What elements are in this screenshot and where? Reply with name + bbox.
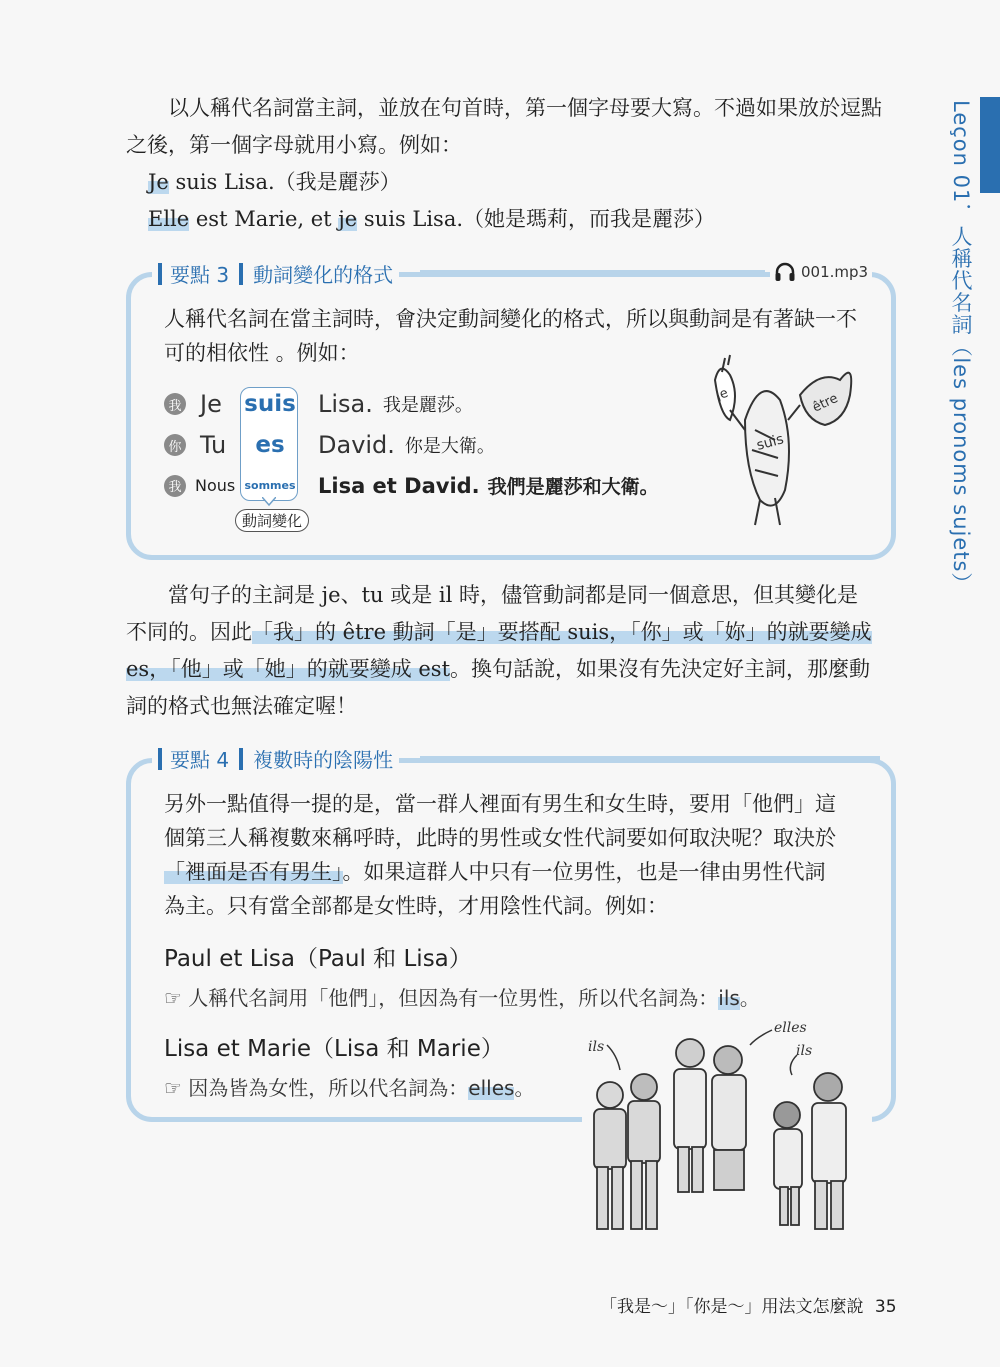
note-2-answer: elles — [468, 1076, 515, 1100]
sentence-rest: Lisa et David. — [318, 473, 480, 498]
example-2-mid: est Marie, et — [189, 207, 339, 231]
bread-illustration — [700, 350, 870, 530]
note-2-end: 。 — [514, 1076, 535, 1100]
badge: 我 — [164, 393, 186, 415]
example-1-text: suis Lisa.（我是麗莎） — [168, 170, 401, 194]
note-1-text: ☞ 人稱代名詞用「他們」，但因為有一位男性，所以代名詞為： — [164, 986, 719, 1010]
middle-line-2 — [126, 614, 898, 651]
people-illustration — [582, 1015, 872, 1255]
middle-line-2a: 不同的。因此 — [126, 620, 252, 644]
point4-header-line — [420, 756, 880, 761]
conjugation-tag: 動詞變化 — [235, 509, 309, 532]
sentence-rest: David. — [318, 431, 395, 459]
verb: es — [255, 432, 285, 458]
je-label: je — [714, 385, 731, 404]
badge: 我 — [164, 475, 186, 497]
verb: suis — [244, 391, 296, 417]
point4-header — [152, 744, 399, 773]
point3-header-line — [420, 270, 765, 275]
point4-line-1: 另外一點值得一提的是，當一群人裡面有男生和女生時，要用「他們」這 — [164, 792, 836, 816]
example-2-rest: suis Lisa.（她是瑪莉，而我是麗莎） — [357, 207, 716, 231]
audio-track[interactable] — [770, 262, 872, 282]
plural-example-1: Paul et Lisa（Paul 和 Lisa） — [164, 946, 472, 972]
point4-line-3 — [164, 855, 884, 889]
plural-note-2 — [164, 1072, 534, 1101]
conjugation-row — [164, 390, 473, 418]
point3-header — [152, 259, 399, 288]
badge: 你 — [164, 434, 186, 456]
middle-line-3b: 。換句話說，如果沒有先決定好主詞，那麼動 — [450, 657, 871, 681]
point4-highlight: 「裡面是否有男生」 — [164, 860, 343, 884]
footer-title: 「我是～」「你是～」用法文怎麼說 — [600, 1297, 864, 1317]
note-1-end: 。 — [739, 986, 760, 1010]
page-footer — [600, 1292, 897, 1317]
point4-line-4: 為主。只有當全部都是女性時，才用陰性代詞。例如： — [164, 894, 668, 918]
sentence-rest: Lisa. — [318, 390, 373, 418]
middle-highlight-1: 「我」的 être 動詞「是」要搭配 suis，「你」或「妳」的就要變成 — [252, 620, 872, 644]
middle-line-1: 當句子的主詞是 je、tu 或是 il 時，儘管動詞都是同一個意思，但其變化是 — [168, 583, 859, 607]
point4-line-3b: 。如果這群人中只有一位男性，也是一律由男性代詞 — [342, 860, 826, 884]
conjugation-row — [164, 472, 659, 499]
etre-label: être — [810, 390, 841, 416]
point4-line-2: 個第三人稱複數來稱呼時，此時的男性或女性代詞要如何取決呢？取決於 — [164, 826, 836, 850]
plural-note-1 — [164, 982, 760, 1011]
translation: 我是麗莎。 — [382, 395, 473, 416]
point3-title: 動詞變化的格式 — [253, 263, 394, 287]
translation: 你是大衛。 — [404, 436, 495, 457]
intro-section — [126, 90, 898, 238]
page-number: 35 — [874, 1297, 897, 1317]
highlight-elle: Elle — [148, 207, 190, 231]
point4-title: 複數時的陰陽性 — [253, 748, 394, 772]
pronoun: Tu — [200, 431, 227, 459]
ils-label-2: ils — [796, 1043, 813, 1059]
chapter-side-title: Leçon 01．人稱代名詞（les pronoms sujets） — [949, 100, 973, 595]
note-2-text: ☞ 因為皆為女性，所以代名詞為： — [164, 1076, 469, 1100]
suis-label: suis — [754, 431, 786, 454]
middle-highlight-2: es，「他」或「她」的就要變成 est — [126, 657, 451, 681]
highlight-je2: je — [338, 207, 358, 231]
note-1-answer: ils — [718, 986, 740, 1010]
plural-example-2: Lisa et Marie（Lisa 和 Marie） — [164, 1036, 504, 1062]
highlight-je: Je — [148, 170, 169, 194]
middle-line-3 — [126, 651, 898, 688]
middle-paragraph — [126, 577, 898, 725]
example-1 — [148, 164, 898, 201]
point3-text: 人稱代名詞在當主詞時，會決定動詞變化的格式，所以與動詞是有著缺一不可的相依性 。例如： — [164, 307, 857, 365]
pronoun: Nous — [195, 476, 236, 495]
elles-label: elles — [774, 1020, 807, 1036]
ils-label-1: ils — [588, 1039, 605, 1055]
translation: 我們是麗莎和大衛。 — [487, 476, 659, 498]
middle-line-4: 詞的格式也無法確定喔！ — [126, 694, 357, 718]
point4-label: 要點 4 — [170, 748, 230, 772]
example-2 — [148, 201, 898, 238]
chapter-tab — [980, 97, 1000, 193]
audio-filename: 001.mp3 — [801, 263, 869, 281]
pronoun: Je — [200, 390, 222, 418]
verb: sommes — [244, 479, 296, 492]
point4-text — [164, 787, 884, 923]
headphones-icon — [774, 262, 796, 282]
intro-paragraph: 以人稱代名詞當主詞，並放在句首時，第一個字母要大寫。不過如果放於逗點之後，第一個字母就用小寫。例如： — [126, 96, 882, 157]
conjugation-row — [164, 431, 495, 459]
point3-label: 要點 3 — [170, 263, 230, 287]
